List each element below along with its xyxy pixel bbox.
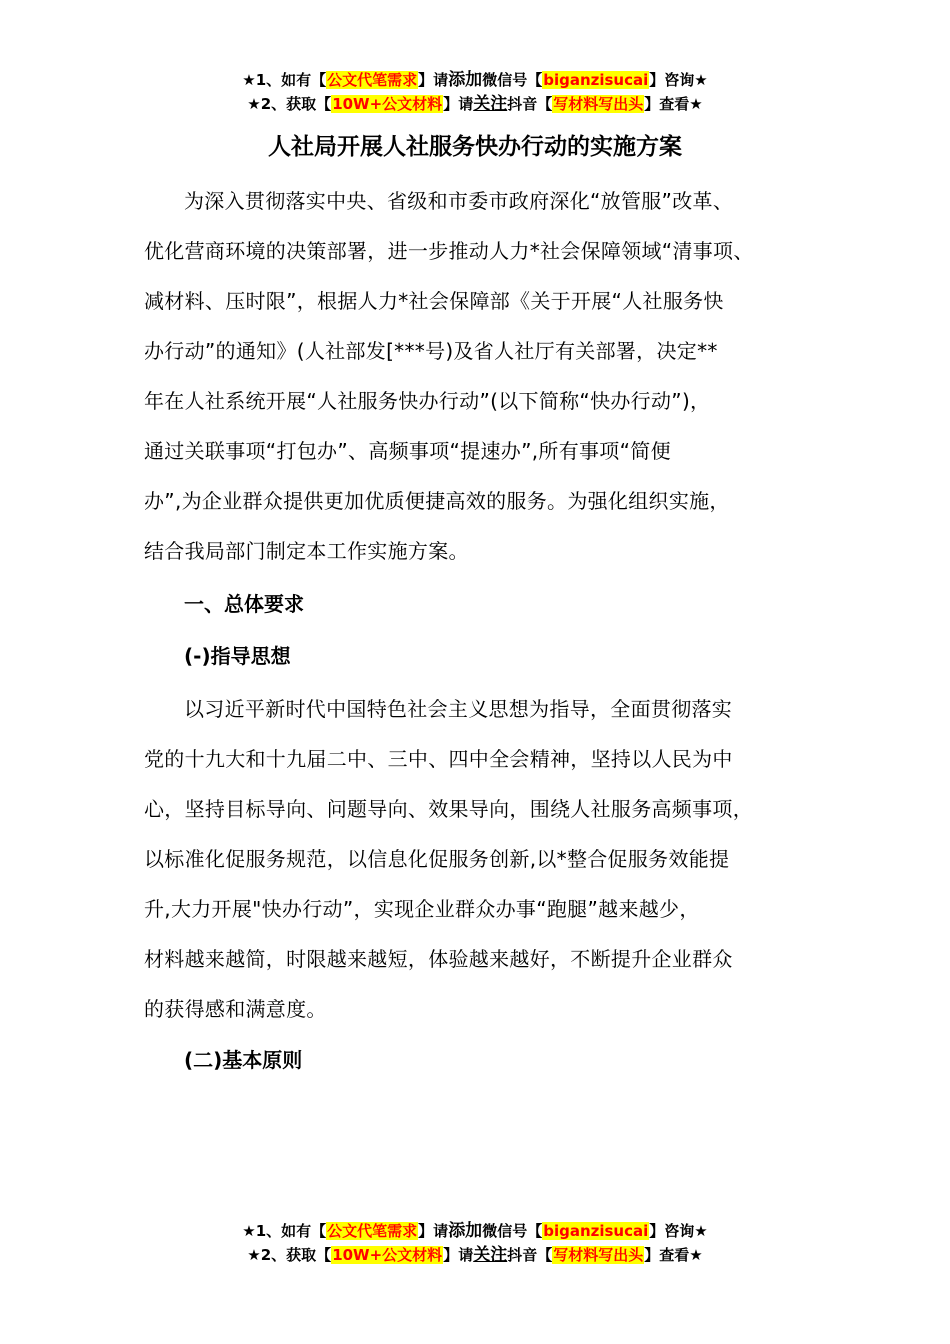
- paragraph-line: 材料越来越简，时限越来越短，体验越来越好，不断提升企业群众: [144, 947, 733, 971]
- banner-text: 】查看★: [644, 95, 703, 113]
- banner-highlight: biganzisucai: [543, 71, 649, 89]
- banner-text: 抖音【: [507, 1246, 553, 1264]
- paragraph-line: 年在人社系统开展“人社服务快办行动”(以下简称“快办行动”)，: [144, 389, 711, 413]
- banner-highlight: 写材料写出头: [553, 95, 644, 113]
- paragraph-line: 办”,为企业群众提供更加优质便捷高效的服务。为强化组织实施，: [144, 489, 730, 513]
- banner-text: 抖音【: [507, 95, 553, 113]
- banner-highlight: 10W+公文材料: [332, 95, 443, 113]
- paragraph-line: 以习近平新时代中国特色社会主义思想为指导，全面贯彻落实: [184, 697, 733, 721]
- banner-text: ★2、获取【: [247, 95, 332, 113]
- banner-text: 】咨询★: [649, 1222, 708, 1240]
- banner-text: 微信号【: [482, 1222, 543, 1240]
- paragraph-line: 减材料、压时限”，根据人力*社会保障部《关于开展“人社服务快: [144, 289, 724, 313]
- banner-text: 】查看★: [644, 1246, 703, 1264]
- banner-emphasis: 关注: [473, 94, 508, 114]
- banner-highlight: 公文代笔需求: [327, 1222, 418, 1240]
- paragraph-line: 优化营商环境的决策部署，进一步推动人力*社会保障领域“清事项、: [144, 239, 754, 263]
- banner-text: 】请: [443, 95, 474, 113]
- paragraph-line: 的获得感和满意度。: [144, 997, 327, 1021]
- paragraph-line: 通过关联事项“打包办”、高频事项“提速办”,所有事项“简便: [144, 439, 671, 463]
- banner-text: 微信号【: [482, 71, 543, 89]
- banner-text: 】请: [418, 1222, 449, 1240]
- banner-text: 】请: [418, 71, 449, 89]
- banner-emphasis: 关注: [473, 1245, 508, 1265]
- subsection-heading: (-)指导思想: [184, 644, 291, 668]
- intro-paragraph: [144, 176, 754, 576]
- banner-highlight: biganzisucai: [543, 1222, 649, 1240]
- banner-text: ★1、如有【: [242, 71, 327, 89]
- banner-line-1: [0, 68, 950, 92]
- banner-line-1: [0, 1219, 950, 1243]
- document-title: 人社局开展人社服务快办行动的实施方案: [268, 134, 682, 160]
- banner-line-2: [0, 1243, 950, 1267]
- banner-emphasis: 添加: [448, 70, 483, 90]
- guiding-paragraph: [144, 684, 753, 1034]
- banner-text: 】请: [443, 1246, 474, 1264]
- footer-banner: [0, 1219, 950, 1267]
- banner-highlight: 写材料写出头: [553, 1246, 644, 1264]
- banner-highlight: 10W+公文材料: [332, 1246, 443, 1264]
- banner-highlight: 公文代笔需求: [327, 71, 418, 89]
- paragraph-line: 党的十九大和十九届二中、三中、四中全会精神，坚持以人民为中: [144, 747, 733, 771]
- header-banner: [0, 68, 950, 116]
- banner-text: ★1、如有【: [242, 1222, 327, 1240]
- banner-line-2: [0, 92, 950, 116]
- banner-emphasis: 添加: [448, 1221, 483, 1241]
- paragraph-line: 升,大力开展"快办行动”，实现企业群众办事“跑腿”越来越少，: [144, 897, 700, 921]
- paragraph-line: 办行动”的通知》(人社部发[***号)及省人社厅有关部署，决定**: [144, 339, 718, 363]
- subsection-heading: (二)基本原则: [184, 1048, 303, 1072]
- paragraph-line: 为深入贯彻落实中央、省级和市委市政府深化“放管服”改革、: [184, 189, 734, 213]
- section-heading: 一、总体要求: [184, 592, 304, 616]
- banner-text: ★2、获取【: [247, 1246, 332, 1264]
- paragraph-line: 以标准化促服务规范，以信息化促服务创新,以*整合促服务效能提: [144, 847, 730, 871]
- paragraph-line: 结合我局部门制定本工作实施方案。: [144, 539, 469, 563]
- banner-text: 】咨询★: [649, 71, 708, 89]
- paragraph-line: 心，坚持目标导向、问题导向、效果导向，围绕人社服务高频事项，: [144, 797, 753, 821]
